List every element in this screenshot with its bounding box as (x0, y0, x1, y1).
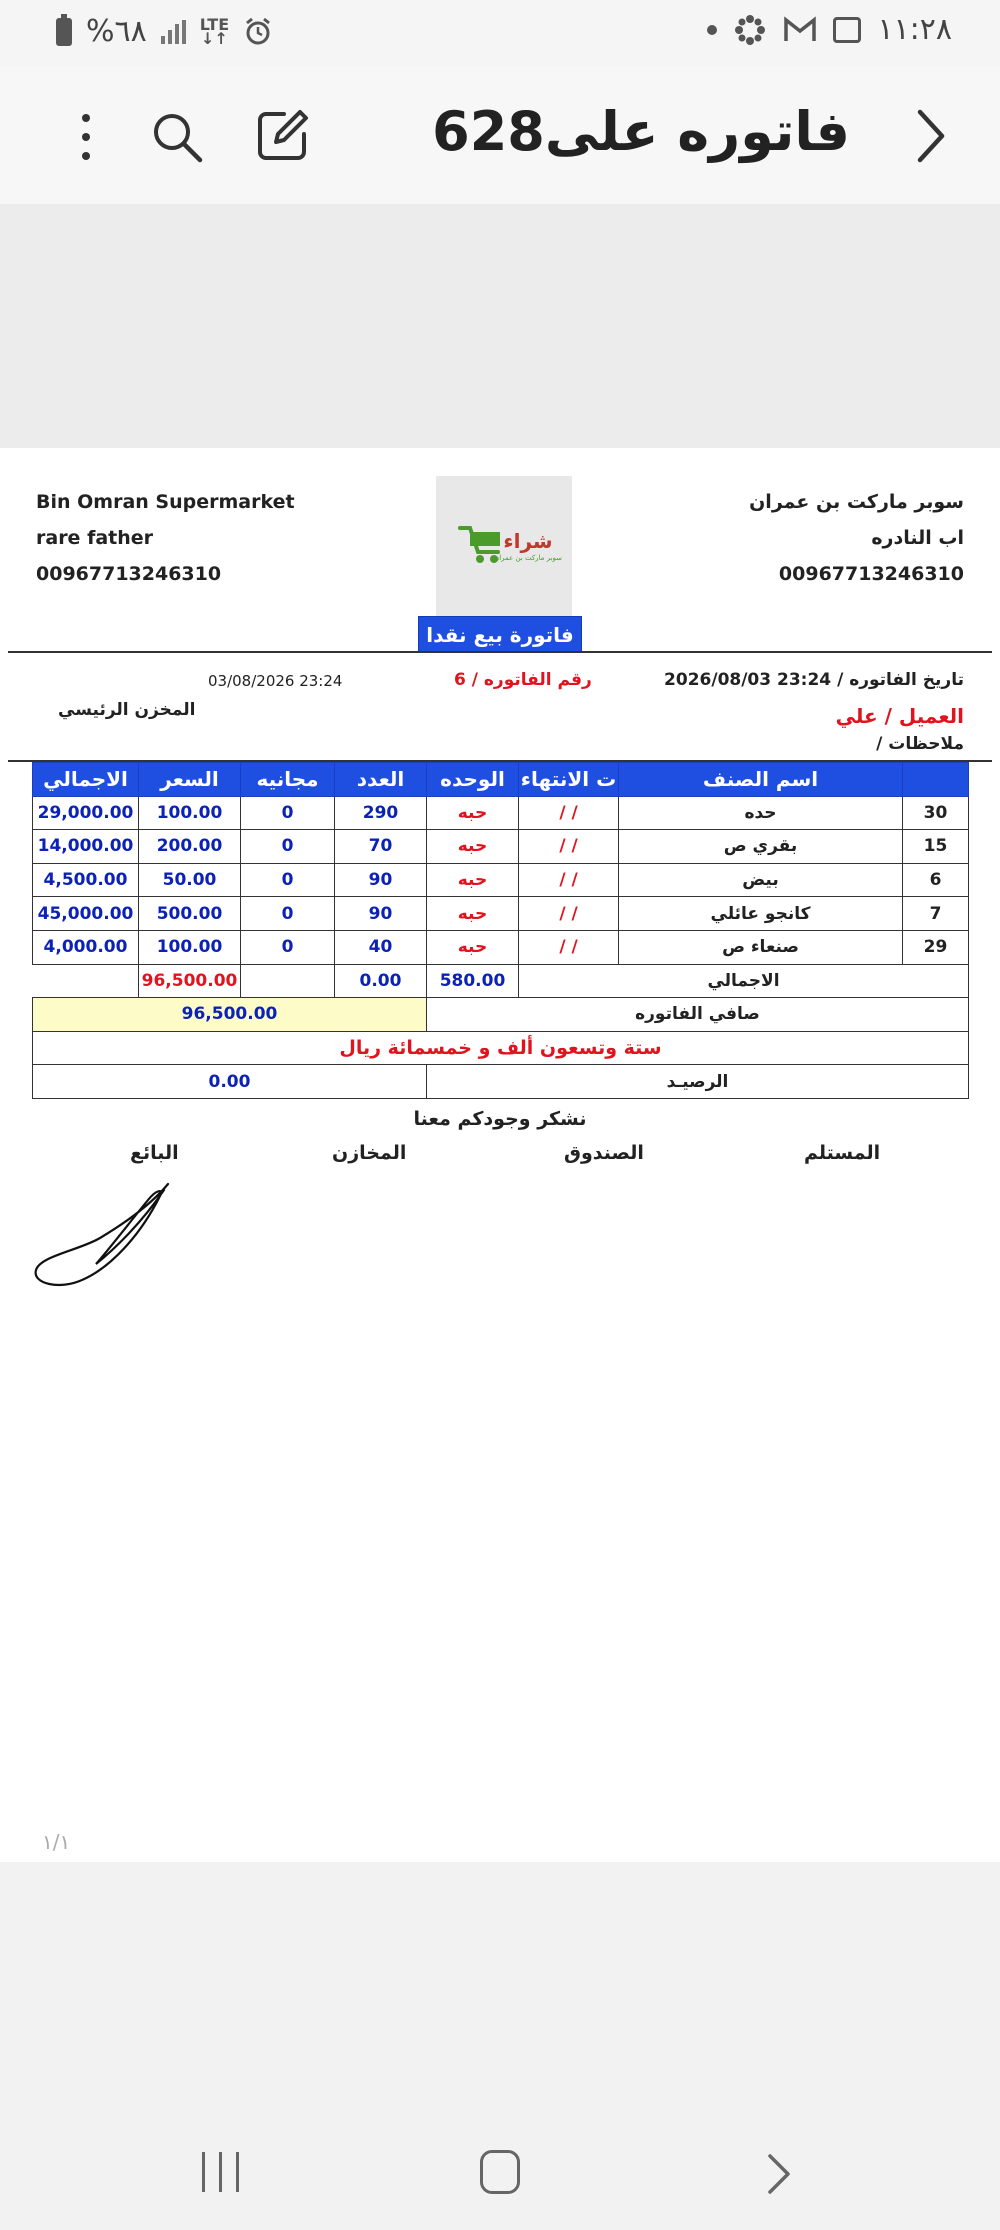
col-header: الوحده (427, 763, 519, 797)
cell-total: 4,000.00 (33, 930, 139, 964)
cell-qty: 70 (335, 830, 427, 864)
cell-code: 6 (903, 863, 969, 897)
cell-total: 29,000.00 (33, 796, 139, 830)
nav-back-icon[interactable] (760, 2152, 800, 2196)
app-bar (0, 66, 1000, 204)
status-right (707, 12, 952, 47)
system-nav-bar (0, 2120, 1000, 2230)
divider (8, 651, 992, 653)
cell-total: 4,500.00 (33, 863, 139, 897)
company-info-ar (749, 484, 964, 592)
invoice-type-title: فاتورة بيع نقدا (418, 616, 582, 652)
cell-unit: حبه (427, 796, 519, 830)
customer-name: العميل / علي (835, 704, 964, 728)
cell-code: 29 (903, 930, 969, 964)
cell-name: بيض (619, 863, 903, 897)
amount-words-row (33, 1031, 969, 1065)
notes-label: / ملاحظات (876, 734, 964, 754)
logo-text: شراء (503, 529, 553, 553)
viewer-margin (0, 204, 1000, 448)
notification-dot-icon (707, 25, 717, 35)
company-location-en: rare father (36, 527, 154, 549)
status-left (56, 14, 273, 49)
cell-expiry: / / (519, 863, 619, 897)
net-label: صافي الفاتوره (427, 998, 969, 1032)
amount-in-words: ستة وتسعون ألف و خمسمائة ريال (33, 1031, 969, 1065)
cell-name: كانجو عائلي (619, 897, 903, 931)
table-body (33, 796, 969, 964)
clock: ١١:٢٨ (877, 12, 952, 47)
col-header: السعر (139, 763, 241, 797)
col-header: الاجمالي (33, 763, 139, 797)
network-type: LTE ↓↑ (199, 14, 230, 48)
company-name-en: Bin Omran Supermarket (36, 491, 295, 513)
battery-level: %٦٨ (86, 14, 147, 49)
alarm-icon (243, 17, 273, 47)
table-row (33, 863, 969, 897)
home-icon[interactable] (480, 2150, 520, 2194)
cell-price: 500.00 (139, 897, 241, 931)
search-icon[interactable] (148, 108, 206, 166)
balance-label: الرصيـد (427, 1065, 969, 1099)
cell-unit: حبه (427, 930, 519, 964)
table-row (33, 830, 969, 864)
cell-free: 0 (241, 796, 335, 830)
cell-price: 50.00 (139, 863, 241, 897)
cell-expiry: / / (519, 930, 619, 964)
company-info-en (36, 484, 295, 592)
seller-signature-image (30, 1176, 180, 1290)
cell-qty: 90 (335, 863, 427, 897)
back-chevron-icon[interactable] (906, 106, 956, 166)
cell-free: 0 (241, 863, 335, 897)
printed-at: 03/08/2026 23:24 (208, 672, 343, 690)
cell-name: حده (619, 796, 903, 830)
cell-name: بقري ص (619, 830, 903, 864)
gallery-icon (833, 17, 861, 43)
status-bar (0, 0, 1000, 66)
cell-expiry: / / (519, 897, 619, 931)
total-qty: 580.00 (427, 964, 519, 998)
table-header-row (33, 763, 969, 797)
signature-stores: المخازن (332, 1142, 407, 1164)
cell-unit: حبه (427, 863, 519, 897)
cell-expiry: / / (519, 796, 619, 830)
signal-icon (161, 20, 186, 44)
company-phone-left: 00967713246310 (36, 563, 222, 585)
cell-price: 100.00 (139, 796, 241, 830)
cell-code: 7 (903, 897, 969, 931)
invoice-date: تاريخ الفاتوره / 23:24 2026/08/03 (664, 670, 964, 690)
cell-price: 200.00 (139, 830, 241, 864)
totals-label: الاجمالي (519, 964, 969, 998)
col-header: مجانيه (241, 763, 335, 797)
signature-cashbox: الصندوق (564, 1142, 644, 1164)
page-number: ١/١ (42, 1830, 71, 1854)
grand-total: 96,500.00 (139, 964, 241, 998)
cell-qty: 40 (335, 930, 427, 964)
total-free: 0.00 (335, 964, 427, 998)
cell-unit: حبه (427, 897, 519, 931)
table-row (33, 796, 969, 830)
invoice-page[interactable] (0, 448, 1000, 1862)
cell-code: 30 (903, 796, 969, 830)
invoice-number: رقم الفاتوره / 6 (454, 670, 592, 690)
net-row (33, 998, 969, 1032)
shopping-cart-icon (456, 522, 562, 566)
company-phone-right: 00967713246310 (778, 563, 964, 585)
store-logo (436, 476, 572, 616)
cell-name: صنعاء ص (619, 930, 903, 964)
col-header: العدد (335, 763, 427, 797)
table-row (33, 897, 969, 931)
total-price (241, 964, 335, 998)
cell-free: 0 (241, 830, 335, 864)
company-name-ar: سوبر ماركت بن عمران (749, 491, 964, 513)
col-header: ت الانتهاء (519, 763, 619, 797)
flower-app-icon (733, 13, 767, 47)
signature-seller: البائع (130, 1142, 179, 1164)
balance-row (33, 1065, 969, 1099)
cell-free: 0 (241, 897, 335, 931)
cell-total: 45,000.00 (33, 897, 139, 931)
gmail-icon (783, 16, 817, 44)
battery-icon (56, 18, 72, 46)
logo-subtext: سوبر ماركت بن عمران (494, 554, 562, 562)
edit-icon[interactable] (254, 106, 312, 164)
more-options-icon[interactable] (72, 108, 100, 166)
balance-value: 0.00 (33, 1065, 427, 1099)
cell-code: 15 (903, 830, 969, 864)
signature-receiver: المستلم (804, 1142, 881, 1164)
cell-qty: 290 (335, 796, 427, 830)
table-row (33, 930, 969, 964)
page-title: فاتوره على628 (432, 100, 850, 163)
recents-icon[interactable] (202, 2152, 239, 2192)
company-location-ar: اب النادره (871, 527, 964, 549)
cell-unit: حبه (427, 830, 519, 864)
cell-total: 14,000.00 (33, 830, 139, 864)
col-header (903, 763, 969, 797)
col-header: اسم الصنف (619, 763, 903, 797)
cell-qty: 90 (335, 897, 427, 931)
warehouse-name: المخزن الرئيسي (58, 700, 196, 720)
invoice-items-table (32, 762, 969, 1099)
thanks-message: نشكر وجودكم معنا (413, 1108, 587, 1130)
cell-expiry: / / (519, 830, 619, 864)
totals-row (33, 964, 969, 998)
cell-free: 0 (241, 930, 335, 964)
net-value: 96,500.00 (33, 998, 427, 1032)
cell-price: 100.00 (139, 930, 241, 964)
